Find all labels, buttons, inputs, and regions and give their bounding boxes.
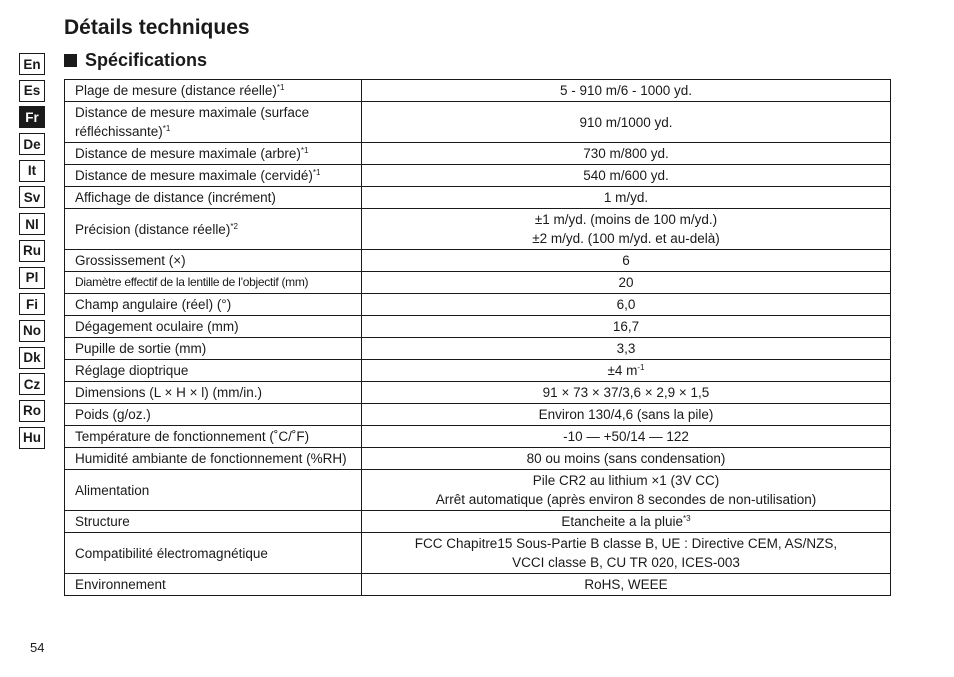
spec-value-line: ±1 m/yd. (moins de 100 m/yd.)	[534, 212, 718, 227]
table-row	[65, 470, 891, 511]
spec-value	[362, 250, 891, 272]
spec-value	[362, 426, 891, 448]
spec-label: Environnement	[65, 574, 362, 596]
spec-label: Température de fonctionnement (˚C/˚F)	[65, 426, 362, 448]
spec-label: Champ angulaire (réel) (°)	[65, 294, 362, 316]
section-title: Spécifications	[85, 50, 208, 70]
table-row	[65, 102, 891, 143]
spec-label: Distance de mesure maximale (surface réfléchissante)$^{*1}$	[65, 102, 362, 143]
spec-value	[362, 316, 891, 338]
table-row	[65, 209, 891, 250]
spec-label: Structure	[65, 511, 362, 533]
language-index	[19, 53, 45, 453]
footnote-marker: *1	[276, 83, 285, 92]
spec-value-line: Environ 130/4,6 (sans la pile)	[538, 407, 714, 422]
table-row	[65, 316, 891, 338]
spec-value	[362, 382, 891, 404]
language-tab-fi[interactable]: Fi	[19, 293, 45, 315]
spec-value-line: 20	[618, 275, 634, 290]
specifications-table	[64, 79, 891, 596]
spec-value-line: 91 × 73 × 37/3,6 × 2,9 × 1,5	[542, 385, 710, 400]
spec-value-line: 1 m/yd.	[603, 190, 649, 205]
language-tab-it[interactable]: It	[19, 160, 45, 182]
language-tab-dk[interactable]: Dk	[19, 347, 45, 369]
spec-label: Diamètre effectif de la lentille de l’objectif (mm)	[65, 272, 362, 294]
language-tab-de[interactable]: De	[19, 133, 45, 155]
spec-label: Distance de mesure maximale (arbre)$^{*1}$	[65, 143, 362, 165]
language-tab-es[interactable]: Es	[19, 80, 45, 102]
footnote-marker: *3	[683, 514, 691, 523]
spec-value	[362, 209, 891, 250]
spec-value-line: 16,7	[612, 319, 640, 334]
footnote-marker: *2	[230, 221, 238, 231]
spec-label: Dégagement oculaire (mm)	[65, 316, 362, 338]
table-row	[65, 533, 891, 574]
table-row	[65, 382, 891, 404]
spec-value	[362, 80, 891, 102]
page-title: Détails techniques	[64, 16, 250, 39]
spec-label: Plage de mesure (distance réelle)$^{*1}$	[65, 80, 362, 102]
spec-label: Réglage dioptrique	[65, 360, 362, 382]
spec-label: Grossissement (×)	[65, 250, 362, 272]
spec-value-line: VCCI classe B, CU TR 020, ICES-003	[512, 555, 740, 570]
square-bullet-icon	[64, 54, 77, 67]
spec-label: Distance de mesure maximale (cervidé)$^{*1}$	[65, 165, 362, 187]
section-heading	[64, 50, 207, 71]
spec-value-line: 5 - 910 m/6 - 1000 yd.	[559, 83, 693, 98]
spec-value	[362, 102, 891, 143]
spec-value	[362, 294, 891, 316]
page-number: 54	[30, 640, 45, 655]
spec-label: Humidité ambiante de fonctionnement (%RH)	[65, 448, 362, 470]
footnote-marker: *1	[162, 124, 171, 133]
spec-value-line: Pile CR2 au lithium ×1 (3V CC)	[532, 473, 720, 488]
table-row	[65, 294, 891, 316]
language-tab-ro[interactable]: Ro	[19, 400, 45, 422]
table-row	[65, 187, 891, 209]
footnote-marker: *1	[312, 168, 321, 177]
table-row	[65, 143, 891, 165]
language-tab-en[interactable]: En	[19, 53, 45, 75]
table-row	[65, 165, 891, 187]
table-row	[65, 404, 891, 426]
table-row	[65, 272, 891, 294]
footnote-marker: -1	[637, 363, 645, 372]
spec-label: Compatibilité électromagnétique	[65, 533, 362, 574]
table-row	[65, 250, 891, 272]
spec-value	[362, 143, 891, 165]
spec-label: Précision (distance réelle)$^{*2}$	[65, 209, 362, 250]
language-tab-ru[interactable]: Ru	[19, 240, 45, 262]
table-row	[65, 360, 891, 382]
spec-value	[362, 574, 891, 596]
spec-value	[362, 338, 891, 360]
spec-value-line: 730 m/800 yd.	[583, 146, 669, 161]
spec-value	[362, 511, 891, 533]
language-tab-cz[interactable]: Cz	[19, 373, 45, 395]
spec-value	[362, 470, 891, 511]
language-tab-sv[interactable]: Sv	[19, 186, 45, 208]
spec-value	[362, 272, 891, 294]
spec-value-line: ±2 m/yd. (100 m/yd. et au-delà)	[532, 231, 720, 246]
spec-label: Alimentation	[65, 470, 362, 511]
table-row	[65, 511, 891, 533]
spec-value-line: 80 ou moins (sans condensation)	[526, 451, 726, 466]
spec-value-line: FCC Chapitre15 Sous-Partie B classe B, UE : Directive CEM, AS/NZS,	[414, 536, 838, 551]
spec-value	[362, 404, 891, 426]
spec-label: Poids (g/oz.)	[65, 404, 362, 426]
spec-value-line: Arrêt automatique (après environ 8 secondes de non-utilisation)	[435, 492, 817, 507]
spec-value	[362, 448, 891, 470]
table-row	[65, 80, 891, 102]
table-row	[65, 574, 891, 596]
spec-value-line: RoHS, WEEE	[584, 577, 668, 592]
spec-value-line: 6	[622, 253, 630, 268]
language-tab-hu[interactable]: Hu	[19, 427, 45, 449]
spec-value	[362, 165, 891, 187]
spec-value-line: 910 m/1000 yd.	[579, 114, 673, 130]
spec-value-line: ±4 $m^{-1}$	[607, 363, 645, 378]
spec-value-line: 3,3	[616, 341, 636, 356]
spec-value-line: 6,0	[616, 297, 636, 312]
spec-value-line: Etancheite a la pluie$^{*3}$	[561, 514, 691, 529]
language-tab-pl[interactable]: Pl	[19, 267, 45, 289]
footnote-marker: *1	[300, 146, 309, 155]
spec-value-line: 540 m/600 yd.	[583, 168, 669, 183]
spec-value-line: -10 — +50/14 — 122	[563, 429, 689, 444]
table-row	[65, 338, 891, 360]
table-row	[65, 426, 891, 448]
spec-value	[362, 533, 891, 574]
language-tab-fr[interactable]: Fr	[19, 106, 45, 128]
spec-label: Dimensions (L × H × l) (mm/in.)	[65, 382, 362, 404]
spec-label: Pupille de sortie (mm)	[65, 338, 362, 360]
spec-value	[362, 360, 891, 382]
language-tab-nl[interactable]: Nl	[19, 213, 45, 235]
spec-value	[362, 187, 891, 209]
spec-label: Affichage de distance (incrément)	[65, 187, 362, 209]
table-row	[65, 448, 891, 470]
language-tab-no[interactable]: No	[19, 320, 45, 342]
